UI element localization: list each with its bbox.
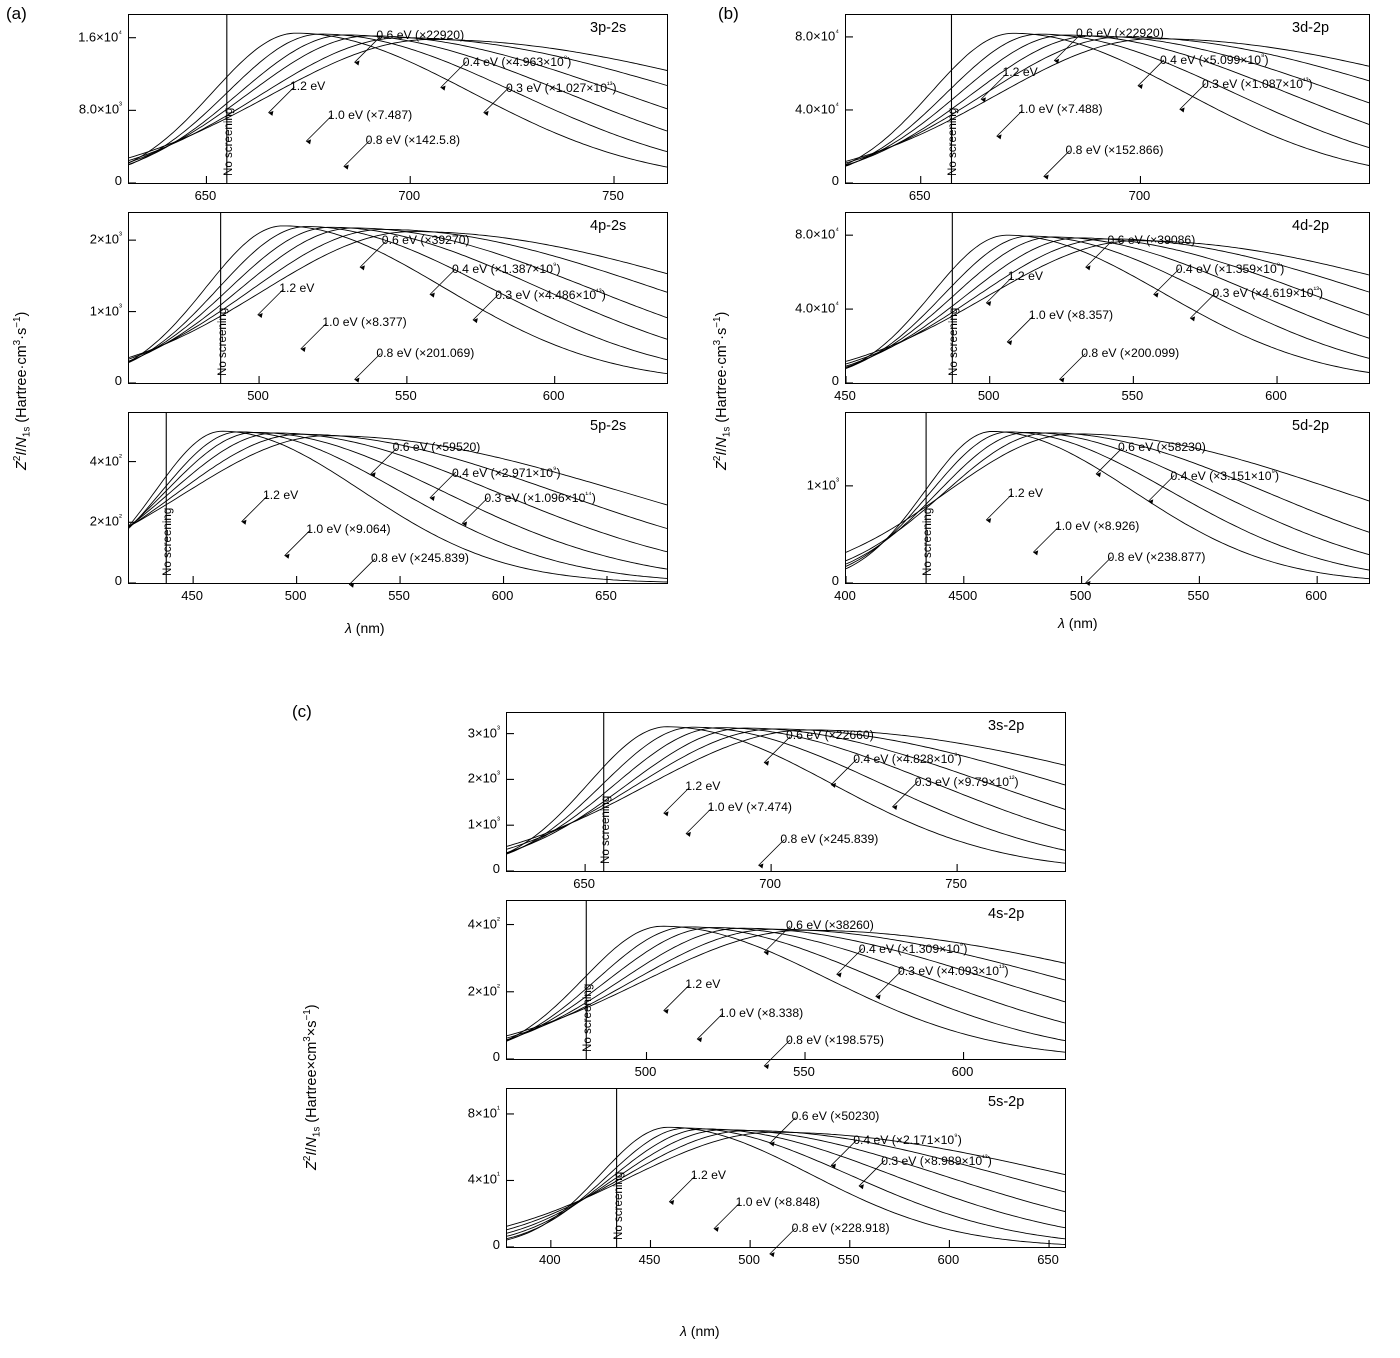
y-tick-label: 0 [114, 373, 122, 388]
annotation-0p4eV: 0.4 eV $(\times 2.971\times 10^{^9})$ [452, 463, 561, 480]
y-tick-label: $8.0\times 10^{^3}$ [78, 100, 122, 117]
annotation-0p3eV: 0.3 eV $(\times 4.486\times 10^{^{13}})$ [495, 285, 606, 303]
x-tick-label: 500 [738, 1252, 760, 1267]
subplot-title: 5p-2s [590, 418, 627, 434]
annotation-0p3eV: 0.3 eV $(\times 9.79\times 10^{^{12}})$ [914, 772, 1019, 789]
annotation-0p8eV: 0.8 eV (×142.5.8) [365, 133, 461, 147]
x-tick-label: 650 [1037, 1252, 1059, 1267]
x-tick-label: 400 [538, 1252, 561, 1267]
no-screening-label: No screening [598, 795, 612, 864]
annotation-1p0eV: 1.0 eV (×8.377) [322, 315, 407, 330]
annotation-1p0eV: 1.0 eV (×8.338) [718, 1005, 804, 1020]
y-tick-label: 0 [114, 173, 122, 188]
x-tick-label: 450 [638, 1252, 661, 1267]
y-tick-label: 0 [492, 861, 500, 876]
no-screening-label: No screening [947, 307, 961, 376]
annotation-0p3eV: 0.3 eV $(\times 1.096\times 10^{^{14}})$ [484, 489, 596, 506]
annotation-0p4eV: 0.4 eV $(\times 1.309\times 10^{^9})$ [858, 940, 968, 957]
subplot-title: 4d-2p [1292, 218, 1330, 234]
annotation-1p0eV: 1.0 eV (×7.474) [707, 800, 792, 814]
annotation-0p6eV: 0.6 eV (×22920) [376, 27, 465, 42]
x-tick-label: 550 [837, 1252, 860, 1267]
y-tick-label: 0 [831, 373, 839, 388]
annotation-0p4eV: 0.4 eV $(\times 4.828\times 10^{^8})$ [853, 750, 962, 767]
y-tick-label: $4.0\times 10^{^4}$ [795, 99, 839, 117]
x-tick-label: 400 [834, 588, 856, 603]
subplot-title: 3p-2s [590, 20, 627, 36]
annotation-0p6eV: 0.6 eV (×22660) [786, 728, 874, 742]
y-tick-label: $3\times 10^{^3}$ [467, 723, 500, 740]
x-tick-label: 550 [395, 388, 417, 403]
x-tick-label: 550 [1187, 588, 1210, 603]
curve-04eV [507, 1131, 1065, 1230]
curve-12eV [507, 1127, 1065, 1244]
annotation-0p8eV: 0.8 eV (×198.575) [786, 1032, 884, 1047]
x-tick-label: 500 [247, 388, 269, 403]
x-tick-label: 550 [793, 1064, 815, 1079]
annotation-1p2eV: 1.2 eV [690, 1168, 727, 1182]
curve-04eV [846, 239, 1369, 364]
panel-b-y-axis-title: $Z^2I/N_{1s}$ $(Hartree\cdot cm^3\cdot s^{-1})$ [712, 311, 733, 470]
y-tick-label: $8\times 10^{^1}$ [467, 1103, 500, 1121]
annotation-1p2eV: 1.2 eV [685, 779, 721, 794]
panel-a-x-axis-title: λ (nm) [345, 620, 385, 636]
y-tick-label: $8.0\times 10^{^4}$ [795, 26, 839, 44]
annotation-0p8eV: 0.8 eV (×228.918) [791, 1220, 890, 1235]
no-screening-label: No screening [221, 107, 235, 176]
x-tick-label: 600 [1305, 588, 1327, 603]
x-tick-label: 650 [595, 588, 617, 603]
y-tick-label: $2\times 10^{^2}$ [89, 512, 122, 529]
annotation-0p3eV: 0.3 eV $(\times 4.619\times 10^{^{13}})$ [1212, 284, 1324, 301]
no-screening-label: No screening [215, 307, 229, 376]
annotation-1p0eV: 1.0 eV (×8.926) [1055, 518, 1140, 533]
x-tick-label: 550 [1121, 388, 1144, 403]
subplot-title: 4p-2s [590, 218, 627, 234]
x-tick-label: 650 [194, 188, 217, 203]
x-tick-label: 500 [284, 588, 307, 603]
x-tick-label: 550 [388, 588, 410, 603]
x-tick-label: 700 [1128, 188, 1151, 203]
x-tick-label: 500 [1069, 588, 1092, 603]
subplot-title: 4s-2p [988, 906, 1025, 922]
panel-c-letter: (c) [292, 702, 312, 721]
curve-03eV [507, 1132, 1065, 1226]
x-tick-label: 600 [491, 588, 514, 603]
x-tick-label: 600 [542, 388, 565, 403]
annotation-0p8eV: 0.8 eV (×245.839) [371, 551, 469, 566]
x-tick-label: 650 [573, 876, 595, 891]
x-tick-label: 700 [398, 188, 421, 203]
y-tick-label: 0 [492, 1049, 500, 1064]
subplot-title: 5s-2p [988, 1094, 1025, 1110]
no-screening-label: No screening [946, 107, 960, 176]
curve-10eV [507, 1128, 1065, 1239]
y-tick-label: $1.6\times 10^{^4}$ [78, 27, 122, 45]
annotation-0p4eV: 0.4 eV $(\times 3.151\times 10^{^9})$ [1170, 467, 1280, 484]
x-tick-label: 500 [634, 1064, 657, 1079]
annotation-0p4eV: 0.4 eV $(\times 1.359\times 10^{^9})$ [1175, 260, 1285, 277]
annotation-1p0eV: 1.0 eV (×7.488) [1018, 102, 1103, 117]
annotation-0p3eV: 0.3 eV $(\times 1.027\times 10^{^{13}})$ [506, 78, 617, 95]
annotation-0p3eV: 0.3 eV $(\times 1.087\times 10^{^{13}})$ [1202, 75, 1313, 92]
x-tick-label: 450 [834, 388, 856, 403]
annotation-0p4eV: 0.4 eV $(\times 1.387\times 10^{^9})$ [452, 260, 561, 277]
x-tick-label: 600 [937, 1252, 960, 1267]
y-tick-label: 0 [831, 573, 839, 588]
annotation-1p0eV: 1.0 eV (×7.487) [327, 107, 413, 122]
annotation-1p2eV: 1.2 eV [263, 487, 299, 502]
annotation-0p6eV: 0.6 eV (×50230) [791, 1108, 880, 1123]
annotation-1p2eV: 1.2 eV [1007, 268, 1043, 283]
x-tick-label: 600 [951, 1064, 974, 1079]
x-tick-label: 750 [602, 188, 624, 203]
annotation-0p6eV: 0.6 eV (×39086) [1107, 232, 1196, 247]
annotation-0p4eV: 0.4 eV $(\times 2.171\times 10^{^9})$ [853, 1131, 962, 1148]
curves-3d-2p [846, 15, 1369, 183]
y-tick-label: $4\times 10^{^2}$ [467, 914, 500, 931]
annotation-0p6eV: 0.6 eV (×22920) [1076, 25, 1164, 40]
y-tick-label: $1\times 10^{^3}$ [806, 475, 839, 493]
panel-a-letter: (a) [6, 4, 27, 23]
x-tick-label: 600 [1265, 388, 1287, 403]
annotation-0p8eV: 0.8 eV (×200.099) [1081, 346, 1180, 361]
y-tick-label: $4\times 10^{^1}$ [467, 1170, 500, 1187]
y-tick-label: 0 [831, 173, 839, 188]
y-tick-label: $2\times 10^{^3}$ [467, 769, 500, 786]
no-screening-label: No screening [161, 507, 175, 576]
subplot-title: 5d-2p [1292, 418, 1330, 434]
annotation-1p2eV: 1.2 eV [1007, 485, 1043, 500]
x-tick-label: 4500 [948, 588, 978, 603]
y-tick-label: $2\times 10^{^3}$ [89, 230, 122, 247]
annotation-0p4eV: 0.4 eV $(\times 5.099\times 10^{^8})$ [1160, 51, 1269, 68]
annotation-0p4eV: 0.4 eV $(\times 4.963\times 10^{^8})$ [462, 53, 572, 70]
subplot-title: 3s-2p [988, 718, 1025, 734]
subplot-title: 3d-2p [1292, 20, 1330, 36]
annotation-1p2eV: 1.2 eV [290, 78, 326, 93]
annotation-1p0eV: 1.0 eV (×8.357) [1028, 308, 1114, 323]
y-tick-label: $4.0\times 10^{^4}$ [795, 299, 839, 316]
x-tick-label: 650 [908, 188, 931, 203]
panel-b-letter: (b) [718, 4, 739, 23]
annotation-1p2eV: 1.2 eV [685, 976, 721, 991]
y-tick-label: $1\times 10^{^3}$ [89, 301, 122, 318]
annotation-1p2eV: 1.2 eV [279, 280, 315, 295]
curve-08eV [507, 1129, 1065, 1236]
no-screening-label: No screening [921, 507, 935, 576]
x-tick-label: 450 [181, 588, 203, 603]
y-tick-label: $8.0\times 10^{^4}$ [795, 225, 839, 242]
panel-c-x-axis-title: λ (nm) [680, 1323, 720, 1339]
annotation-0p8eV: 0.8 eV (×245.839) [780, 832, 879, 846]
annotation-0p8eV: 0.8 eV (×152.866) [1065, 143, 1164, 158]
annotation-1p0eV: 1.0 eV (×9.064) [306, 522, 391, 537]
annotation-0p6eV: 0.6 eV (×59520) [392, 439, 481, 454]
no-screening-label: No screening [581, 983, 595, 1052]
panel-a-y-axis-title: $Z^2I/N_{1s}$ $(Hartree\cdot cm^3\cdot s^{-1})$ [12, 311, 33, 470]
y-tick-label: $1\times 10^{^3}$ [467, 815, 500, 832]
annotation-1p2eV: 1.2 eV [1002, 65, 1038, 79]
panel-c-y-axis-title: $Z^2I/N_{1s}$ $(Hartree\times cm^3\times s^{-1})$ [302, 1004, 323, 1170]
curve-12eV [129, 33, 667, 167]
annotation-0p8eV: 0.8 eV (×238.877) [1107, 549, 1206, 564]
annotation-0p6eV: 0.6 eV (×38260) [786, 917, 874, 932]
annotation-0p3eV: 0.3 eV $(\times 4.093\times 10^{^{13}})$ [898, 962, 1009, 979]
panel-b-x-axis-title: λ (nm) [1058, 615, 1098, 631]
x-tick-label: 700 [759, 876, 781, 891]
curve-03eV [846, 241, 1369, 362]
curve-06eV [507, 1130, 1065, 1233]
y-tick-label: $2\times 10^{^2}$ [467, 981, 500, 999]
annotation-0p6eV: 0.6 eV (×58230) [1118, 439, 1206, 454]
annotation-1p0eV: 1.0 eV (×8.848) [735, 1195, 820, 1210]
annotation-0p3eV: 0.3 eV $(\times 8.989\times 10^{^{13}})$ [881, 1152, 992, 1169]
no-screening-label: No screening [611, 1171, 625, 1240]
annotation-0p6eV: 0.6 eV (×39270) [381, 232, 470, 247]
x-tick-label: 750 [945, 876, 967, 891]
y-tick-label: 0 [114, 573, 122, 588]
y-tick-label: 0 [492, 1237, 500, 1252]
x-tick-label: 500 [977, 388, 1000, 403]
annotation-0p8eV: 0.8 eV (×201.069) [376, 346, 475, 361]
y-tick-label: $4\times 10^{^2}$ [89, 451, 122, 468]
